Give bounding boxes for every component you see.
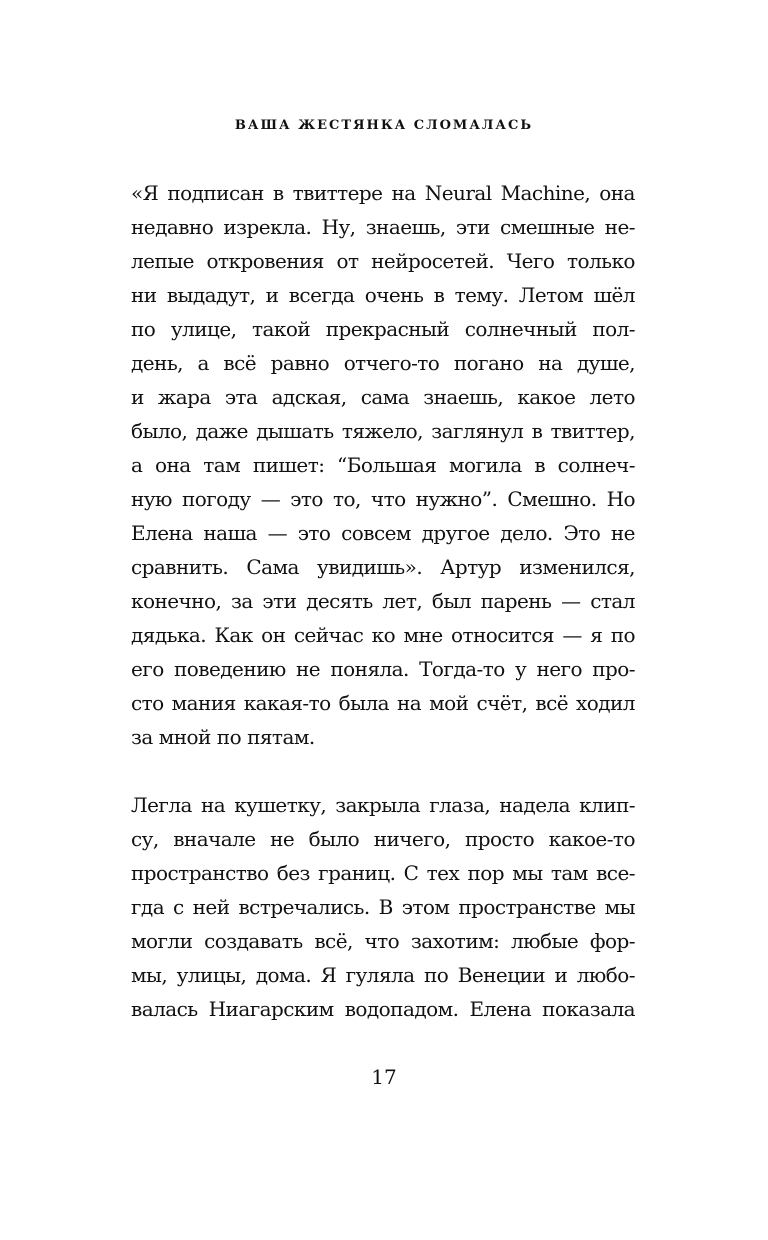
text-line: Легла на кушетку, закрыла глаза, надела клип- — [131, 793, 635, 817]
text-line: мы, улицы, дома. Я гуляла по Венеции и любо- — [131, 963, 635, 987]
text-line: валась Ниагарским водопадом. Елена показала — [131, 997, 635, 1021]
text-line: а она там пишет: “Большая могила в солнеч- — [131, 453, 635, 477]
text-line: сравнить. Сама увидишь». Артур изменился, — [131, 555, 635, 579]
text-line: было, даже дышать тяжело, заглянул в твиттер, — [131, 419, 635, 443]
text-line: пространство без границ. С тех пор мы там все- — [131, 861, 635, 885]
text-line: недавно изрекла. Ну, знаешь, эти смешные не- — [131, 215, 635, 239]
text-line: лепые откровения от нейросетей. Чего только — [131, 249, 635, 273]
text-line: по улице, такой прекрасный солнечный пол- — [131, 317, 635, 341]
body-text — [131, 176, 635, 1026]
text-line: сто мания какая-то была на мой счёт, всё ходил — [131, 691, 635, 715]
paragraph — [131, 176, 635, 754]
text-line: «Я подписан в твиттере на Neural Machine, она — [131, 181, 635, 205]
text-line: ни выдадут, и всегда очень в тему. Летом шёл — [131, 283, 635, 307]
running-head: ВАША ЖЕСТЯНКА СЛОМАЛАСЬ — [234, 118, 534, 133]
text-line: су, вначале не было ничего, просто какое-то — [131, 827, 635, 851]
text-line: гда с ней встречались. В этом пространстве мы — [131, 895, 635, 919]
text-line: за мной по пятам. — [131, 725, 315, 749]
page-number: 17 — [371, 1065, 397, 1089]
text-line: ную погоду — это то, что нужно”. Смешно. Но — [131, 487, 635, 511]
text-line: его поведению не поняла. Тогда-то у него про- — [131, 657, 635, 681]
text-line: день, а всё равно отчего-то погано на душе, — [131, 351, 635, 375]
text-line: Елена наша — это совсем другое дело. Это не — [131, 521, 635, 545]
text-line: и жара эта адская, сама знаешь, какое лето — [131, 385, 635, 409]
text-line: могли создавать всё, что захотим: любые фор- — [131, 929, 635, 953]
text-line: дядька. Как он сейчас ко мне относится — я по — [131, 623, 635, 647]
paragraph — [131, 788, 635, 1026]
paragraph-gap — [131, 754, 635, 788]
text-line: конечно, за эти десять лет, был парень — стал — [131, 589, 635, 613]
